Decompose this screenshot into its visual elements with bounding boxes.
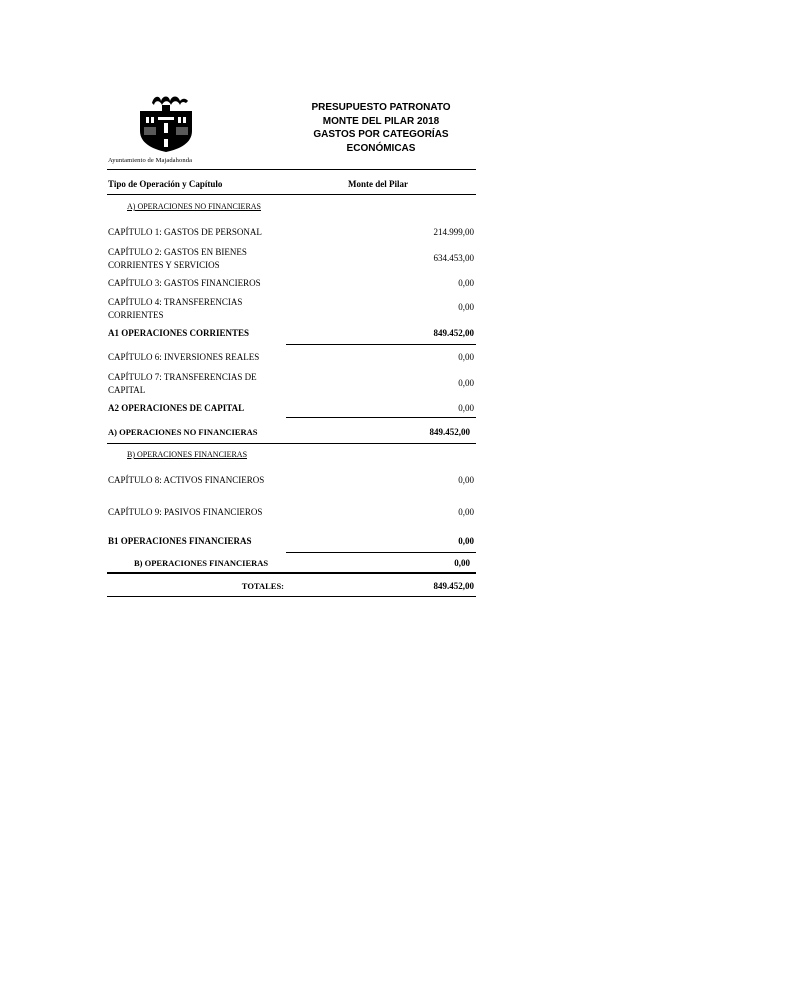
totals-bottom-rule bbox=[107, 596, 476, 597]
subtotal-a1-value: 849.452,00 bbox=[433, 328, 474, 338]
table-row-label: CAPÍTULO 4: TRANSFERENCIAS CORRIENTES bbox=[108, 297, 243, 320]
subtotal-rule bbox=[286, 417, 476, 418]
totals-top-rule bbox=[107, 572, 476, 574]
title-line-3: GASTOS POR CATEGORÍAS bbox=[313, 129, 449, 140]
subtotal-rule bbox=[286, 344, 476, 345]
subtotal-a2-label: A2 OPERACIONES DE CAPITAL bbox=[108, 403, 245, 413]
total-b-value: 0,00 bbox=[454, 558, 470, 568]
table-row-value: 214.999,00 bbox=[433, 227, 474, 237]
coat-of-arms-logo bbox=[134, 91, 198, 153]
column-header-type: Tipo de Operación y Capítulo bbox=[108, 179, 223, 189]
title-line-4: ECONÓMICAS bbox=[346, 142, 416, 154]
table-row-value: 0,00 bbox=[458, 507, 474, 517]
table-row-value: 634.453,00 bbox=[433, 253, 474, 263]
municipality-caption: Ayuntamiento de Majadahonda bbox=[108, 157, 193, 164]
document-title bbox=[292, 101, 470, 155]
table-row-label: CAPÍTULO 7: TRANSFERENCIAS DE CAPITAL bbox=[108, 372, 257, 395]
table-row-value: 0,00 bbox=[458, 278, 474, 288]
section-rule bbox=[107, 443, 476, 444]
table-row-value: 0,00 bbox=[458, 378, 474, 388]
grand-total-value: 849.452,00 bbox=[433, 581, 474, 591]
total-b-label: B) OPERACIONES FINANCIERAS bbox=[134, 558, 269, 568]
subtotal-b1-label: B1 OPERACIONES FINANCIERAS bbox=[108, 536, 252, 546]
table-row-value: 0,00 bbox=[458, 475, 474, 485]
section-b-label: B) OPERACIONES FINANCIERAS bbox=[127, 450, 248, 459]
header-bottom-rule bbox=[107, 194, 476, 195]
table-row-value: 0,00 bbox=[458, 352, 474, 362]
title-line-1: PRESUPUESTO PATRONATO bbox=[311, 102, 451, 113]
subtotal-rule bbox=[286, 552, 476, 553]
subtotal-b1-value: 0,00 bbox=[458, 536, 474, 546]
table-row-label: CAPÍTULO 8: ACTIVOS FINANCIEROS bbox=[108, 475, 265, 485]
subtotal-a1-label: A1 OPERACIONES CORRIENTES bbox=[108, 328, 250, 338]
table-row-label: CAPÍTULO 1: GASTOS DE PERSONAL bbox=[108, 227, 262, 237]
table-row-label: CAPÍTULO 9: PASIVOS FINANCIEROS bbox=[108, 507, 263, 517]
table-row-label: CAPÍTULO 2: GASTOS EN BIENES CORRIENTES Y SERVICIOS bbox=[108, 247, 247, 270]
total-a-label: A) OPERACIONES NO FINANCIERAS bbox=[108, 427, 258, 437]
column-header-entity: Monte del Pilar bbox=[348, 179, 408, 189]
header-top-rule bbox=[107, 169, 476, 170]
table-row-value: 0,00 bbox=[458, 302, 474, 312]
subtotal-a2-value: 0,00 bbox=[458, 403, 474, 413]
table-row-label: CAPÍTULO 6: INVERSIONES REALES bbox=[108, 352, 260, 362]
total-a-value: 849.452,00 bbox=[429, 427, 470, 437]
grand-total-label: TOTALES: bbox=[241, 581, 284, 591]
section-a-label: A) OPERACIONES NO FINANCIERAS bbox=[127, 202, 262, 211]
table-row-label: CAPÍTULO 3: GASTOS FINANCIEROS bbox=[108, 278, 261, 288]
title-line-2: MONTE DEL PILAR 2018 bbox=[322, 115, 440, 127]
